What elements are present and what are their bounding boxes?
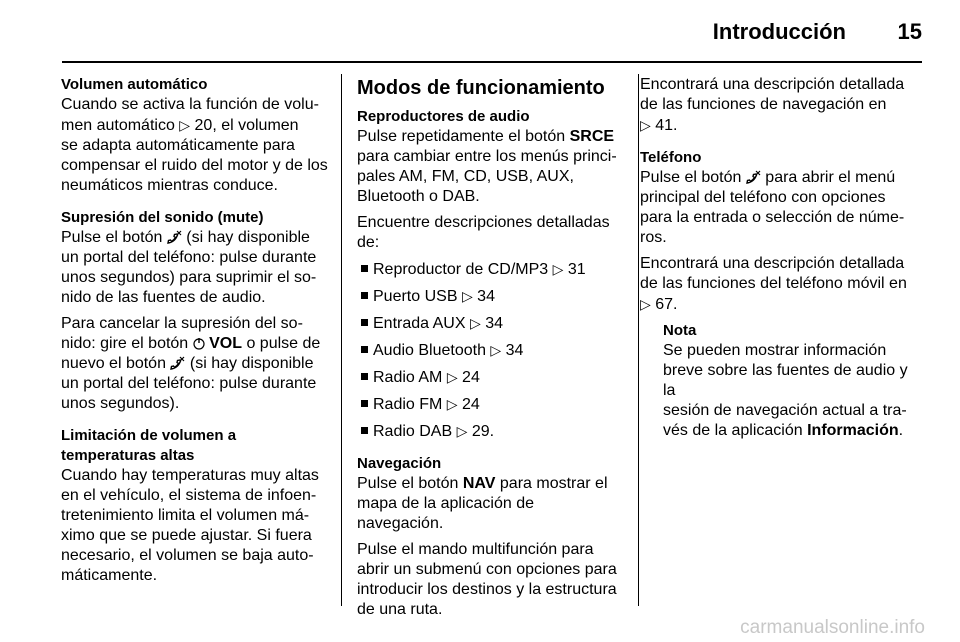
volume-knob-icon [193, 337, 205, 350]
list-item [357, 367, 623, 388]
list-item [357, 421, 623, 442]
text-line: introducir los destinos y la estructura [357, 581, 617, 598]
list-item [357, 340, 623, 361]
text-span: Pulse repetidamente el botón [357, 128, 570, 145]
text-line: unos segundos). [61, 395, 180, 412]
text-line: ros. [640, 229, 667, 246]
list-item-label: Entrada AUX [373, 315, 470, 332]
text-line: Se pueden mostrar información [663, 342, 887, 359]
section-heading-navigation: Navegación [357, 455, 442, 472]
list-item [357, 313, 623, 334]
bullet-square-icon [361, 292, 368, 299]
text-line: mapa de la aplicación de navegación. [357, 495, 535, 532]
bullet-square-icon [361, 400, 368, 407]
text-line: un portal del teléfono: pulse durante [61, 249, 317, 266]
page-ref-arrow-icon: ▷ [461, 288, 473, 304]
page-number: 15 [897, 19, 922, 44]
section-heading-mute: Supresión del sonido (mute) [61, 209, 264, 226]
text-line: abrir un submenú con opciones para [357, 561, 617, 578]
text-line: se adapta automáticamente para [61, 137, 295, 154]
text-span: Pulse el botón [640, 169, 746, 186]
text-line: ximo que se puede ajustar. Si fuera [61, 527, 312, 544]
page-ref: 67. [655, 296, 678, 313]
page-ref-arrow-icon: ▷ [469, 315, 481, 331]
text-span: vés de la aplicación [663, 422, 808, 439]
text-line [640, 168, 922, 188]
page-ref: 24 [462, 396, 480, 413]
heading-line: temperaturas altas [61, 447, 195, 464]
text-line: Encontrará una descripción detallada [640, 255, 905, 272]
bullet-square-icon [361, 427, 368, 434]
text-line: de una ruta. [357, 601, 443, 618]
page-ref-arrow-icon: ▷ [456, 423, 468, 439]
section-title-operating-modes: Modos de funcionamiento [357, 77, 605, 99]
list-item [357, 286, 623, 307]
text-line: un portal del teléfono: pulse durante [61, 375, 317, 392]
paragraph-temp-limit [61, 466, 329, 586]
text-line: para cambiar entre los menús princi- [357, 148, 617, 165]
text-line [61, 354, 329, 374]
text-line: Bluetooth o DAB. [357, 188, 480, 205]
page-ref: 20 [194, 117, 213, 134]
column-3 [640, 75, 922, 441]
list-item [357, 394, 623, 415]
page-ref: 34 [485, 315, 503, 332]
page-ref-arrow-icon: ▷ [446, 369, 458, 385]
text-span: nido: gire el botón [61, 335, 193, 352]
text-span: , el volumen [212, 117, 299, 134]
text-line: pales AM, FM, CD, USB, AUX, [357, 168, 574, 185]
bullet-square-icon [361, 319, 368, 326]
text-line: compensar el ruido del motor y de los [61, 157, 328, 174]
page-ref: 31 [567, 261, 586, 278]
text-line [357, 474, 623, 494]
paragraph-auto-volume [61, 95, 329, 196]
text-span: para mostrar el [495, 475, 608, 492]
text-line: necesario, el volumen se baja auto- [61, 547, 314, 564]
text-line [640, 115, 922, 136]
text-line: en el vehículo, el sistema de infoen- [61, 487, 317, 504]
bullet-square-icon [361, 373, 368, 380]
page-ref: 34 [477, 288, 495, 305]
text-line: de las funciones de navegación en [640, 96, 887, 113]
text-span: Pulse el botón [357, 475, 463, 492]
paragraph-unmute [61, 314, 329, 414]
list-item-label: Audio Bluetooth [373, 342, 491, 359]
text-line [357, 127, 623, 147]
text-line: breve sobre las fuentes de audio y la [663, 362, 908, 399]
page-title: Introducción [712, 19, 846, 44]
srce-label: SRCE [569, 128, 615, 145]
text-span: (si hay disponible [185, 355, 314, 372]
text-line [663, 421, 922, 441]
text-line: Para cancelar la supresión del so- [61, 315, 303, 332]
text-line: nido de las fuentes de audio. [61, 289, 266, 306]
audio-source-list [357, 259, 623, 442]
text-line: unos segundos) para suprimir el so- [61, 269, 317, 286]
paragraph-phone-desc [640, 254, 922, 315]
text-span: nuevo el botón [61, 355, 171, 372]
paragraph-audio-players [357, 127, 623, 207]
section-heading-temp-limit [61, 426, 329, 466]
text-line: Pulse el mando multifunción para [357, 541, 594, 558]
text-span: para abrir el menú [760, 169, 896, 186]
text-span: (si hay disponible [181, 229, 310, 246]
text-line: Cuando se activa la función de volu- [61, 96, 319, 113]
text-line [61, 334, 329, 354]
phone-mute-icon [167, 230, 182, 244]
text-line [61, 115, 329, 136]
column-divider-1 [341, 74, 342, 606]
text-span: Pulse el botón [61, 229, 167, 246]
section-heading-auto-volume: Volumen automático [61, 76, 208, 93]
page-ref-arrow-icon: ▷ [446, 396, 458, 412]
text-line: Cuando hay temperaturas muy altas [61, 467, 319, 484]
list-item-label: Radio DAB [373, 423, 457, 440]
phone-mute-icon [746, 170, 761, 184]
page-ref: 34 [505, 342, 524, 359]
bullet-square-icon [361, 265, 368, 272]
column-2 [357, 75, 623, 620]
nav-label: NAV [462, 475, 496, 492]
column-1 [61, 75, 329, 586]
page-ref-arrow-icon: ▷ [179, 117, 191, 133]
bullet-square-icon [361, 346, 368, 353]
page-ref-arrow-icon: ▷ [640, 296, 651, 312]
list-item-label: Radio AM [373, 369, 447, 386]
text-line [640, 294, 922, 315]
text-line [61, 228, 329, 248]
list-item [357, 259, 623, 280]
text-line: de: [357, 234, 380, 251]
paragraph-phone [640, 168, 922, 248]
text-span: o pulse de [242, 335, 321, 352]
text-line: sesión de navegación actual a tra- [663, 402, 907, 419]
page-ref-arrow-icon: ▷ [490, 342, 502, 358]
column-divider-2 [638, 74, 639, 606]
text-line: para la entrada o selección de núme- [640, 209, 905, 226]
text-line: máticamente. [61, 567, 158, 584]
list-item-label: Reproductor de CD/MP3 [373, 261, 553, 278]
app-name-label: Información [807, 422, 899, 439]
list-item-label: Radio FM [373, 396, 447, 413]
text-span: men automático [61, 117, 180, 134]
paragraph-mute [61, 228, 329, 308]
heading-line: Limitación de volumen a [61, 427, 237, 444]
page-ref: 24 [462, 369, 480, 386]
page-ref: 41. [655, 117, 678, 134]
text-span: . [898, 422, 904, 439]
watermark: carmanualsonline.info [740, 617, 925, 638]
note-heading: Nota [663, 322, 697, 339]
text-line: Encuentre descripciones detalladas [357, 214, 610, 231]
note-box [663, 321, 922, 441]
text-line: neumáticos mientras conduce. [61, 177, 278, 194]
paragraph-navigation [357, 474, 623, 534]
section-heading-phone: Teléfono [640, 149, 702, 166]
page-ref-arrow-icon: ▷ [552, 261, 564, 277]
paragraph-nav-desc [640, 75, 922, 136]
header-rule [62, 61, 922, 63]
vol-label: VOL [209, 335, 242, 352]
text-line: de las funciones del teléfono móvil en [640, 275, 907, 292]
section-heading-audio-players: Reproductores de audio [357, 108, 530, 125]
page-ref-arrow-icon: ▷ [640, 117, 651, 133]
text-line: tretenimiento limita el volumen má- [61, 507, 310, 524]
page-ref: 29. [471, 423, 495, 440]
text-line: principal del teléfono con opciones [640, 189, 886, 206]
text-line: Encontrará una descripción detallada [640, 76, 905, 93]
phone-mute-icon [170, 356, 185, 370]
list-item-label: Puerto USB [373, 288, 462, 305]
paragraph-navigation-2 [357, 540, 623, 620]
